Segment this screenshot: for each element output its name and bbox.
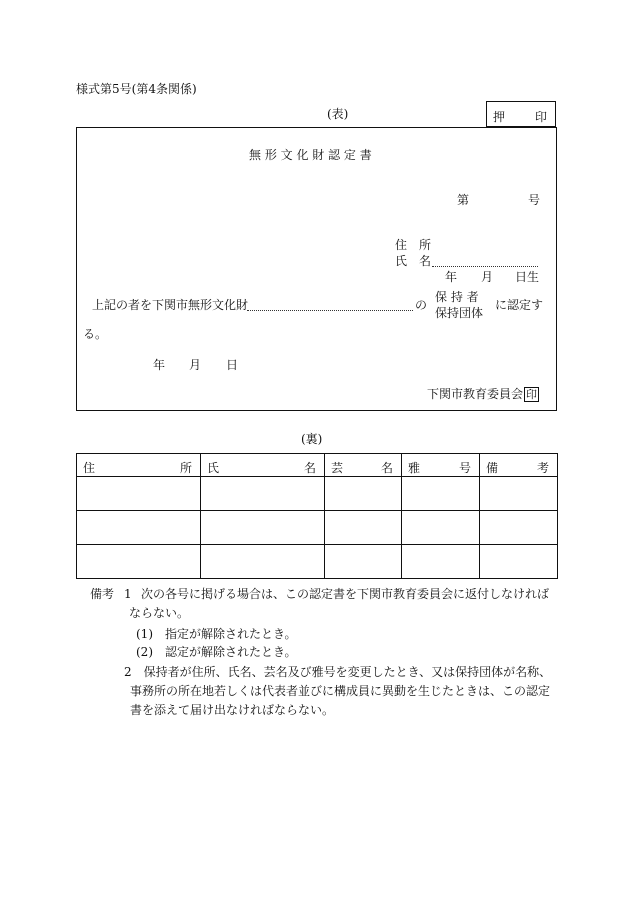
table-cell bbox=[402, 477, 480, 511]
table-header-row bbox=[77, 454, 558, 477]
table-row bbox=[77, 545, 558, 579]
note-item-1-line-2: ならない。 bbox=[129, 606, 190, 620]
table-cell bbox=[201, 477, 325, 511]
column-header-stage-name: 芸 名 bbox=[325, 454, 402, 477]
holder-option-group: 保持団体 bbox=[435, 306, 484, 320]
table-cell bbox=[325, 545, 402, 579]
date-year-label: 年 bbox=[153, 358, 166, 372]
table-cell bbox=[480, 477, 558, 511]
table-cell bbox=[402, 511, 480, 545]
table-cell bbox=[325, 477, 402, 511]
column-header-pen-name: 雅 号 bbox=[402, 454, 480, 477]
table-cell bbox=[201, 545, 325, 579]
certificate-title: 無 形 文 化 財 認 定 書 bbox=[249, 148, 372, 162]
culture-dotted-line bbox=[247, 310, 413, 311]
note-sub-1: (1) 指定が解除されたとき。 bbox=[136, 627, 297, 641]
issuer: 下関市教育委員会 bbox=[427, 387, 524, 401]
name-dotted-line bbox=[432, 266, 538, 267]
table-row bbox=[77, 477, 558, 511]
stamp-box bbox=[486, 101, 556, 127]
certificate-front bbox=[76, 127, 557, 411]
birth-day-label: 日生 bbox=[515, 270, 540, 284]
birth-year-label: 年 bbox=[445, 270, 458, 284]
issuer-line bbox=[427, 387, 539, 402]
note-sub-2: (2) 認定が解除されたとき。 bbox=[136, 645, 297, 659]
address-label: 住 所 bbox=[395, 238, 432, 252]
column-header-address: 住 所 bbox=[77, 454, 201, 477]
table-cell bbox=[201, 511, 325, 545]
seal-mark: 印 bbox=[526, 388, 538, 401]
table-cell bbox=[325, 511, 402, 545]
column-header-name: 氏 名 bbox=[201, 454, 325, 477]
table-cell bbox=[402, 545, 480, 579]
table-cell bbox=[480, 511, 558, 545]
note-item-2-line-1: 2 保持者が住所、氏名、芸名及び雅号を変更したとき、又は保持団体が名称、 bbox=[124, 665, 552, 679]
note-item-2-line-3: 書を添えて届け出なければならない。 bbox=[130, 703, 335, 717]
note-item-1-number: 1 bbox=[124, 587, 132, 601]
notes-label: 備考 bbox=[90, 587, 115, 601]
body-no: の bbox=[415, 298, 428, 312]
number-dai: 第 bbox=[457, 193, 470, 207]
note-item-2-line-2: 事務所の所在地若しくは代表者並びに構成員に異動を生じたときは、この認定 bbox=[130, 684, 551, 698]
holder-option-person: 保 持 者 bbox=[435, 290, 479, 304]
name-label: 氏 名 bbox=[395, 254, 432, 268]
body-prefix: 上記の者を下関市無形文化財 bbox=[92, 298, 249, 312]
note-item-1-line-1: 次の各号に掲げる場合は、この認定書を下関市教育委員会に返付しなければ bbox=[141, 587, 550, 601]
stamp-box-left: 押 bbox=[493, 110, 506, 124]
stamp-box-right: 印 bbox=[534, 110, 547, 124]
form-number: 様式第5号(第4条関係) bbox=[76, 82, 197, 96]
front-side-label: (表) bbox=[327, 107, 349, 121]
date-month-label: 月 bbox=[189, 358, 202, 372]
table-row bbox=[77, 511, 558, 545]
date-day-label: 日 bbox=[226, 358, 239, 372]
body-tail: る。 bbox=[83, 327, 108, 341]
table-cell bbox=[77, 511, 201, 545]
registry-table bbox=[76, 453, 558, 579]
table-cell bbox=[480, 545, 558, 579]
birth-month-label: 月 bbox=[481, 270, 494, 284]
table-cell bbox=[77, 545, 201, 579]
table-cell bbox=[77, 477, 201, 511]
number-go: 号 bbox=[528, 193, 541, 207]
body-suffix: に認定す bbox=[495, 298, 544, 312]
column-header-remarks: 備 考 bbox=[480, 454, 558, 477]
back-side-label: (裏) bbox=[301, 432, 323, 446]
